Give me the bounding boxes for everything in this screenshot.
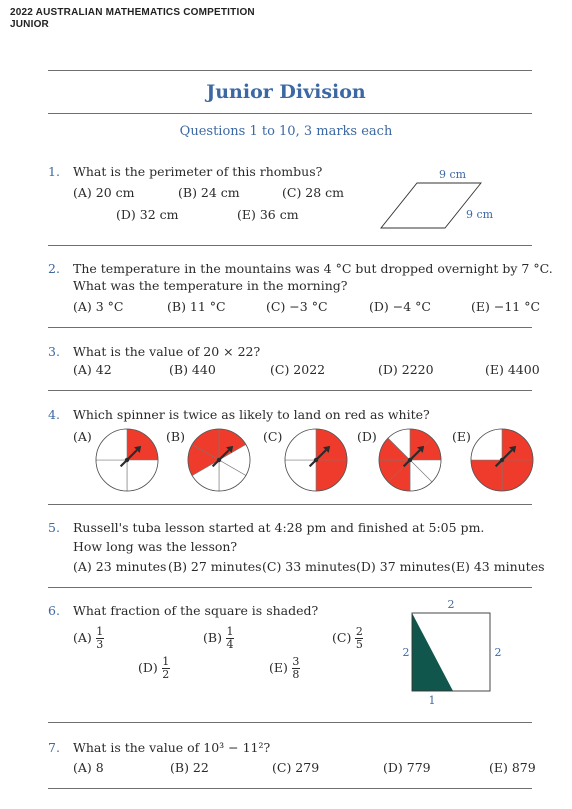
option-a[interactable]: (A) 8 xyxy=(73,760,104,775)
option-letter: (C) xyxy=(332,630,352,645)
option-e[interactable]: (E) 36 cm xyxy=(237,207,299,222)
question-number: 5. xyxy=(48,520,60,535)
option-e[interactable]: (E) −11 °C xyxy=(471,299,541,314)
option-b[interactable]: (B) 24 cm xyxy=(178,185,240,200)
option-b[interactable]: (B) 11 °C xyxy=(167,299,226,314)
question-number: 3. xyxy=(48,344,60,359)
spinner-hub xyxy=(500,458,504,462)
question-text-line2: What was the temperature in the morning? xyxy=(73,278,348,293)
option-b[interactable]: (B) 27 minutes xyxy=(168,559,262,574)
question-text: Which spinner is twice as likely to land on red as white? xyxy=(73,407,430,422)
fraction xyxy=(226,626,234,651)
option-a[interactable]: (A) xyxy=(73,429,92,444)
denominator: 3 xyxy=(96,638,104,651)
option-e[interactable] xyxy=(269,656,300,681)
square-top-label: 2 xyxy=(447,598,455,611)
question-number: 4. xyxy=(48,407,60,422)
spinner-c[interactable] xyxy=(285,429,347,491)
spinner-sector-white xyxy=(96,429,127,460)
numerator: 1 xyxy=(162,655,170,668)
option-e[interactable]: (E) 43 minutes xyxy=(451,559,545,574)
option-e[interactable]: (E) 879 xyxy=(489,760,536,775)
fraction xyxy=(355,626,363,651)
spinner-sector-red xyxy=(502,460,533,491)
divider xyxy=(48,327,532,328)
spinners-figure xyxy=(0,420,572,500)
denominator: 2 xyxy=(162,668,170,681)
divider xyxy=(48,70,532,71)
divider xyxy=(48,504,532,505)
spinner-a[interactable] xyxy=(96,429,158,491)
option-a[interactable]: (A) 42 xyxy=(73,362,112,377)
square-figure xyxy=(395,596,505,708)
denominator: 5 xyxy=(355,638,363,651)
question-number: 2. xyxy=(48,261,60,276)
option-a[interactable]: (A) 20 cm xyxy=(73,185,135,200)
numerator: 1 xyxy=(96,625,104,638)
question-text: The temperature in the mountains was 4 °C but dropped overnight by 7 °C. xyxy=(73,261,553,276)
option-a[interactable]: (A) 23 minutes xyxy=(73,559,167,574)
question-number: 6. xyxy=(48,603,60,618)
numerator: 3 xyxy=(292,655,300,668)
square-right-label: 2 xyxy=(494,646,502,659)
spinner-sector-white xyxy=(285,429,316,460)
option-letter: (B) xyxy=(203,630,222,645)
option-b[interactable]: (B) 22 xyxy=(170,760,209,775)
option-c[interactable]: (C) 33 minutes xyxy=(262,559,356,574)
divider xyxy=(48,788,532,789)
divider xyxy=(48,390,532,391)
option-d[interactable]: (D) 779 xyxy=(383,760,431,775)
denominator: 4 xyxy=(226,638,234,651)
option-letter: (D) xyxy=(138,660,158,675)
section-heading: Questions 1 to 10, 3 marks each xyxy=(179,124,393,139)
spinner-hub xyxy=(408,458,412,462)
page-title: Junior Division xyxy=(206,81,366,103)
denominator: 8 xyxy=(292,668,300,681)
spinner-d[interactable] xyxy=(379,429,441,491)
rhombus-top-label: 9 cm xyxy=(439,168,467,181)
spinner-hub xyxy=(125,458,129,462)
square-left-label: 2 xyxy=(402,646,410,659)
spinner-hub xyxy=(314,458,318,462)
option-b[interactable] xyxy=(203,626,234,651)
option-e[interactable]: (E) 4400 xyxy=(485,362,540,377)
divider xyxy=(48,245,532,246)
option-d[interactable]: (D) −4 °C xyxy=(369,299,431,314)
question-number: 1. xyxy=(48,164,60,179)
option-d[interactable]: (D) 2220 xyxy=(378,362,434,377)
fraction xyxy=(162,656,170,681)
divider xyxy=(48,113,532,114)
option-a[interactable] xyxy=(73,626,104,651)
option-c[interactable] xyxy=(332,626,363,651)
option-c[interactable]: (C) xyxy=(263,429,283,444)
option-b[interactable]: (B) xyxy=(166,429,185,444)
rhombus-side-label: 9 cm xyxy=(466,208,494,221)
option-c[interactable]: (C) −3 °C xyxy=(266,299,328,314)
option-b[interactable]: (B) 440 xyxy=(169,362,216,377)
competition-header: 2022 AUSTRALIAN MATHEMATICS COMPETITION xyxy=(10,7,255,18)
question-text: What is the value of 20 × 22? xyxy=(73,344,261,359)
option-d[interactable]: (D) xyxy=(357,429,377,444)
option-c[interactable]: (C) 28 cm xyxy=(282,185,345,200)
spinner-b[interactable] xyxy=(188,429,250,491)
shaded-triangle xyxy=(412,613,453,691)
spinner-hub xyxy=(217,458,221,462)
option-d[interactable]: (D) 37 minutes xyxy=(356,559,451,574)
division-header: JUNIOR xyxy=(10,19,49,30)
spinner-sector-white xyxy=(471,429,502,460)
option-d[interactable] xyxy=(138,656,170,681)
option-c[interactable]: (C) 2022 xyxy=(270,362,326,377)
question-text: Russell's tuba lesson started at 4:28 pm and finished at 5:05 pm. xyxy=(73,520,485,535)
question-number: 7. xyxy=(48,740,60,755)
option-e[interactable]: (E) xyxy=(452,429,471,444)
spinner-sector-red xyxy=(316,460,347,491)
fraction xyxy=(292,656,300,681)
question-text: What is the perimeter of this rhombus? xyxy=(73,164,323,179)
option-letter: (A) xyxy=(73,630,92,645)
question-text-line2: How long was the lesson? xyxy=(73,539,238,554)
question-text: What is the value of 10³ − 11²? xyxy=(73,740,271,755)
spinner-sector-white xyxy=(127,460,158,491)
divider xyxy=(48,587,532,588)
square-bottom-label: 1 xyxy=(428,694,436,707)
fraction xyxy=(96,626,104,651)
option-c[interactable]: (C) 279 xyxy=(272,760,320,775)
option-d[interactable]: (D) 32 cm xyxy=(116,207,179,222)
numerator: 2 xyxy=(355,625,363,638)
spinner-e[interactable] xyxy=(471,429,533,491)
numerator: 1 xyxy=(226,625,234,638)
question-text: What fraction of the square is shaded? xyxy=(73,603,319,618)
option-letter: (E) xyxy=(269,660,288,675)
rhombus-figure xyxy=(375,176,495,234)
divider xyxy=(48,722,532,723)
option-a[interactable]: (A) 3 °C xyxy=(73,299,124,314)
